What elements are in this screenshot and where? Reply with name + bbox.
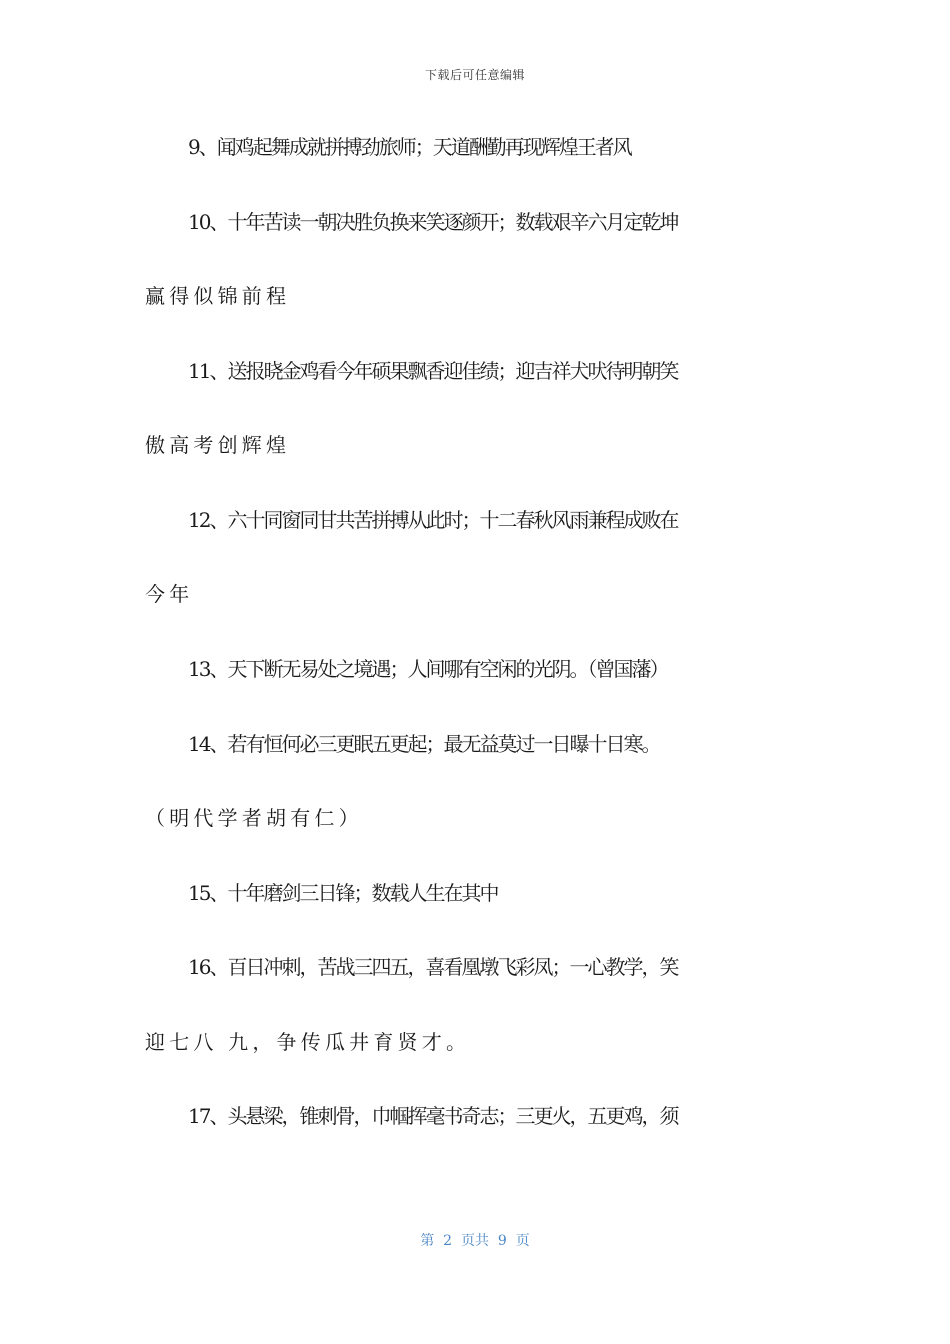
- text-line: 傲高考创辉煌: [145, 433, 291, 457]
- text-line: 13、天下断无易处之境遇；人间哪有空闲的光阴。（曾国藩）: [188, 657, 668, 681]
- text-line: （明代学者胡有仁）: [145, 806, 363, 830]
- text-line: 15、十年磨剑三日锋；数载人生在其中: [188, 881, 498, 905]
- text-line: 17、头悬梁，锥刺骨，巾帼挥毫书奇志；三更火，五更鸡，须: [188, 1104, 678, 1128]
- text-line: 11、送报晓金鸡看今年硕果飘香迎佳绩；迎吉祥犬吠待明朝笑: [188, 359, 678, 383]
- text-line: 14、若有恒何必三更眠五更起；最无益莫过一日曝十日寒。: [188, 732, 660, 756]
- page-header: 下载后可任意编辑: [424, 68, 525, 82]
- page-number-footer: 第 2 页共 9 页: [420, 1233, 530, 1249]
- text-line: 赢得似锦前程: [145, 284, 291, 308]
- text-line: 16、百日冲刺，苦战三四五，喜看凰墩飞彩凤；一心教学，笑: [188, 955, 678, 979]
- text-line: 10、十年苦读一朝决胜负换来笑逐颜开；数载艰辛六月定乾坤: [188, 210, 678, 234]
- text-line: 今年: [145, 582, 194, 606]
- text-line: 迎七八 九，争传瓜井育贤才。: [145, 1030, 471, 1054]
- text-line: 12、六十同窗同甘共苦拼搏从此时；十二春秋风雨兼程成败在: [188, 508, 678, 532]
- text-line: 9、闻鸡起舞成就拼搏劲旅师；天道酬勤再现辉煌王者风: [188, 135, 631, 159]
